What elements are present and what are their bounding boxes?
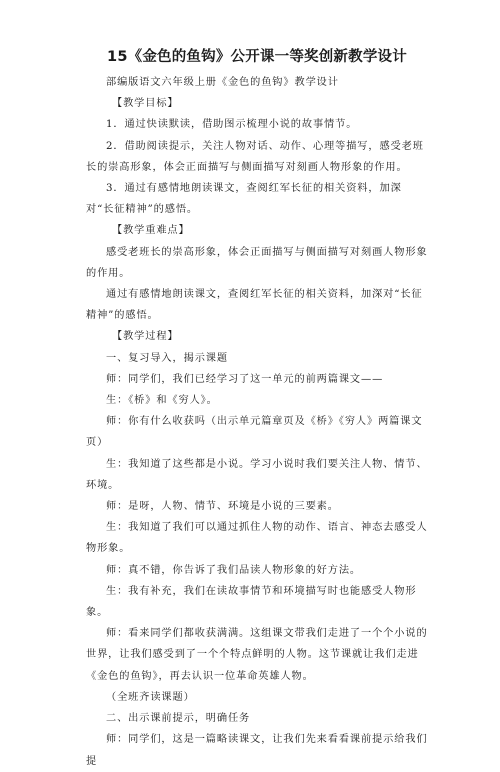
stage-direction: （全班齐读课题） bbox=[106, 691, 195, 703]
dialogue-line: 师：你有什么收获吗（出示单元篇章页及《桥》《穷人》两篇课文页） bbox=[86, 416, 423, 449]
objective-3: 3．通过有感情地朗读课文，查阅红军长征的相关资料，加深对“长征精神”的感悟。 bbox=[86, 183, 402, 216]
dialogue-line: 师：是呀，人物、情节、环境是小说的三要素。 bbox=[106, 501, 339, 513]
dialogue-line: 师：同学们，这是一篇略读课文，让我们先来看看课前提示给我们提 bbox=[86, 734, 428, 767]
objective-2: 2．借助阅读提示，关注人物对话、动作、心理等描写，感受老班长的崇高形象，体会正面描写与侧面描写对刻画人物形象的作用。 bbox=[86, 140, 424, 173]
process-step-2-heading: 二、出示课前提示，明确任务 bbox=[106, 713, 251, 725]
key-point-2: 通过有感情地朗读课文，查阅红军长征的相关资料，加深对“长征精神”的感悟。 bbox=[86, 289, 423, 322]
subtitle-paragraph: 部编版语文六年级上册《金色的鱼钩》教学设计 bbox=[106, 77, 339, 88]
document-title: 15《金色的鱼钩》公开课一等奖创新教学设计 bbox=[107, 49, 407, 65]
key-point-1: 感受老班长的崇高形象，体会正面描写与侧面描写对刻画人物形象的作用。 bbox=[86, 246, 428, 279]
dialogue-line: 生：《桥》和《穷人》。 bbox=[106, 395, 218, 407]
objective-1: 1．通过快读默读，借助图示梳理小说的故事情节。 bbox=[106, 119, 358, 131]
dialogue-line: 生：我知道了这些都是小说。学习小说时我们要关注人物、情节、环境。 bbox=[86, 458, 428, 491]
dialogue-line: 师：真不错，你告诉了我们品读人物形象的好方法。 bbox=[106, 564, 362, 576]
section-heading-process: 【教学过程】 bbox=[112, 331, 179, 343]
dialogue-line: 师：同学们，我们已经学习了这一单元的前两篇课文—— bbox=[106, 373, 384, 385]
dialogue-line: 师：看来同学们都收获满满。这组课文带我们走进了一个个小说的世界，让我们感受到了一个个特点鲜明的人物。这节课就让我们走进《金色的鱼钩》，再去认识一位革命英雄人物。 bbox=[86, 628, 428, 682]
section-heading-objectives: 【教学目标】 bbox=[112, 98, 179, 110]
section-heading-key-points: 【教学重难点】 bbox=[112, 225, 190, 237]
dialogue-line: 生：我有补充，我们在读故事情节和环境描写时也能感受人物形象。 bbox=[86, 585, 417, 619]
dialogue-line: 生：我知道了我们可以通过抓住人物的动作、语言、神态去感受人物形象。 bbox=[86, 522, 428, 555]
process-step-1-heading: 一、复习导入，揭示课题 bbox=[106, 352, 228, 364]
